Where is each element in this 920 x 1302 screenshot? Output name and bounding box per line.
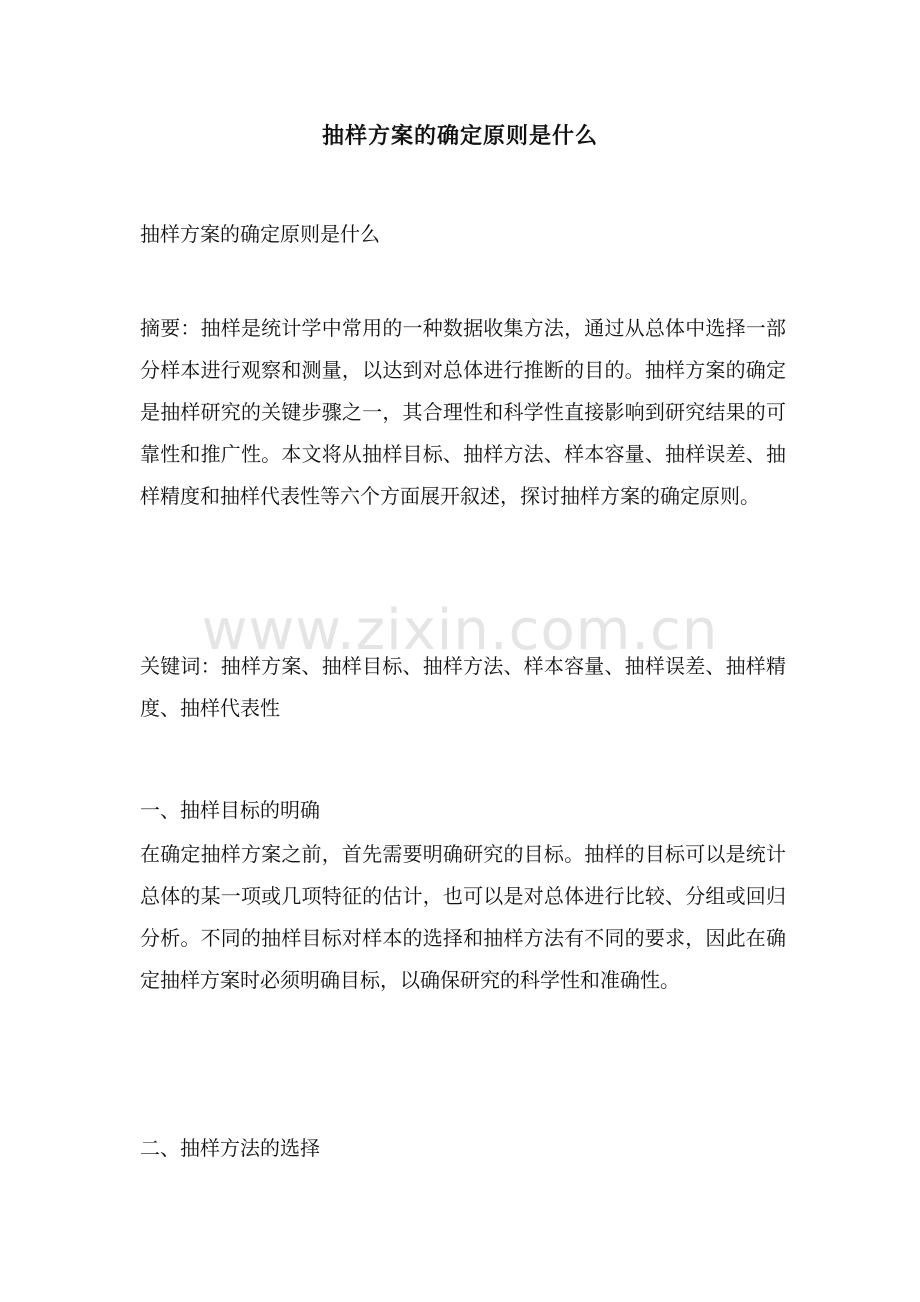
document-title: 抽样方案的确定原则是什么: [321, 123, 598, 149]
section-heading-2: 二、抽样方法的选择: [140, 1136, 320, 1160]
section-heading-1: 一、抽样目标的明确: [140, 798, 320, 822]
keywords-paragraph: 关键词：抽样方案、抽样目标、抽样方法、样本容量、抽样误差、抽样精度、抽样代表性: [140, 654, 786, 720]
section-body-1: 在确定抽样方案之前，首先需要明确研究的目标。抽样的目标可以是统计总体的某一项或几项特征的估计，也可以是对总体进行比较、分组或回归分析。不同的抽样目标对样本的选择和抽样方法有不同的要求，因此在确定抽样方案时必须明确目标，以确保研究的科学性和准确性。: [140, 842, 786, 992]
document-subtitle: 抽样方案的确定原则是什么: [140, 222, 380, 246]
abstract-paragraph: 摘要：抽样是统计学中常用的一种数据收集方法，通过从总体中选择一部分样本进行观察和测量，以达到对总体进行推断的目的。抽样方案的确定是抽样研究的关键步骤之一，其合理性和科学性直接影响到研究结果的可靠性和推广性。本文将从抽样目标、抽样方法、样本容量、抽样误差、抽样精度和抽样代表性等六个方面展开叙述，探讨抽样方案的确定原则。: [140, 316, 786, 508]
watermark: www.zixin.com.cn: [201, 598, 719, 663]
